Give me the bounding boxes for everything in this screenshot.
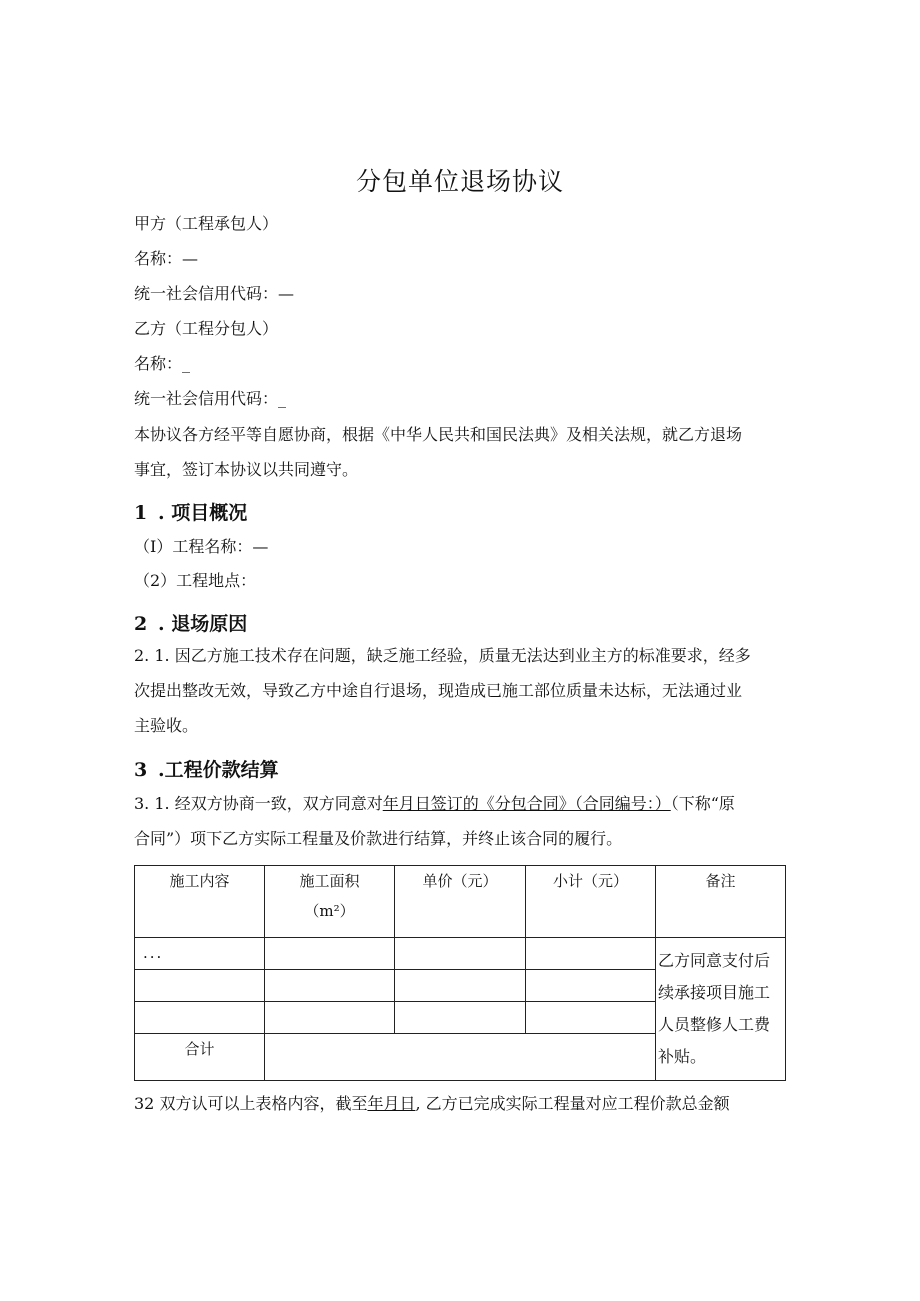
table-cell bbox=[526, 1002, 656, 1034]
table-cell bbox=[265, 970, 395, 1002]
reason-line-3: 主验收。 bbox=[134, 716, 199, 735]
section-3-heading bbox=[134, 755, 279, 782]
preamble-line-2: 事宜，签订本协议以共同遵守。 bbox=[134, 460, 359, 479]
remark-line: 续承接项目施工 bbox=[658, 983, 771, 1002]
settlement-table bbox=[134, 865, 786, 1081]
header-unit-price: 单价（元） bbox=[395, 866, 526, 938]
header-content: 施工内容 bbox=[135, 866, 265, 938]
section-2-heading bbox=[134, 609, 247, 636]
party-b-heading: 乙方（工程分包人） bbox=[134, 319, 279, 338]
remark-line: 人员整修人工费 bbox=[658, 1015, 771, 1034]
table-cell bbox=[526, 938, 656, 970]
table-cell bbox=[135, 970, 265, 1002]
section-1-heading bbox=[134, 498, 247, 525]
header-area-label: 施工面积 bbox=[299, 872, 360, 890]
header-subtotal: 小计（元） bbox=[526, 866, 656, 938]
contract-date-field: 年月日签订的《分包合同》（合同编号：） bbox=[382, 794, 671, 813]
clause-3-2-prefix: 32 双方认可以上表格内容，截至 bbox=[134, 1094, 368, 1113]
section-2-number: 2 bbox=[134, 613, 148, 635]
party-a-credit-code: 统一社会信用代码：— bbox=[134, 284, 295, 303]
table-header-row bbox=[135, 866, 786, 938]
section-3-number: 3 bbox=[134, 759, 148, 781]
total-label: 合计 bbox=[135, 1034, 265, 1081]
remark-cell bbox=[656, 938, 786, 1081]
table-cell bbox=[526, 970, 656, 1002]
table-cell bbox=[265, 1002, 395, 1034]
settlement-line-2: 合同”）项下乙方实际工程量及价款进行结算，并终止该合同的履行。 bbox=[134, 829, 623, 848]
header-area bbox=[265, 866, 395, 938]
table-cell bbox=[395, 1002, 526, 1034]
party-a-name: 名称：— bbox=[134, 249, 199, 268]
preamble-line-1: 本协议各方经平等自愿协商，根据《中华人民共和国民法典》及相关法规，就乙方退场 bbox=[134, 425, 743, 444]
settlement-text-a: 3. 1. 经双方协商一致，双方同意对 bbox=[134, 794, 383, 813]
section-3-title: .工程价款结算 bbox=[158, 759, 279, 781]
header-area-unit: （m²） bbox=[304, 902, 355, 920]
remark-line: 补贴。 bbox=[658, 1047, 707, 1066]
total-value-cell bbox=[265, 1034, 656, 1081]
clause-3-2 bbox=[134, 1093, 730, 1115]
page-title: 分包单位退场协议 bbox=[355, 167, 564, 196]
party-b-name: 名称：_ bbox=[134, 354, 191, 373]
table-row bbox=[135, 938, 786, 970]
header-remark: 备注 bbox=[656, 866, 786, 938]
section-1-number: 1 bbox=[134, 502, 148, 524]
clause-3-2-suffix: , 乙方已完成实际工程量对应工程价款总金额 bbox=[415, 1094, 730, 1113]
party-b-credit-code: 统一社会信用代码：_ bbox=[134, 389, 287, 408]
cutoff-date-field: 年月日 bbox=[367, 1094, 416, 1113]
table-cell bbox=[265, 938, 395, 970]
reason-line-2: 次提出整改无效，导致乙方中途自行退场，现造成已施工部位质量未达标，无法通过业 bbox=[134, 681, 743, 700]
table-cell: ... bbox=[135, 938, 265, 970]
table-cell bbox=[395, 938, 526, 970]
section-2-title: . 退场原因 bbox=[158, 613, 248, 635]
settlement-text-b: （下称“原 bbox=[670, 794, 735, 813]
settlement-line-1 bbox=[134, 793, 735, 815]
table-cell bbox=[395, 970, 526, 1002]
project-location-item: （2）工程地点： bbox=[134, 571, 257, 590]
remark-line: 乙方同意支付后 bbox=[658, 951, 771, 970]
party-a-heading: 甲方（工程承包人） bbox=[134, 214, 279, 233]
project-name-item: （I）工程名称：— bbox=[134, 537, 269, 556]
reason-line-1: 2. 1. 因乙方施工技术存在问题，缺乏施工经验，质量无法达到业主方的标准要求，经多 bbox=[134, 646, 751, 665]
table-cell bbox=[135, 1002, 265, 1034]
section-1-title: . 项目概况 bbox=[158, 502, 248, 524]
